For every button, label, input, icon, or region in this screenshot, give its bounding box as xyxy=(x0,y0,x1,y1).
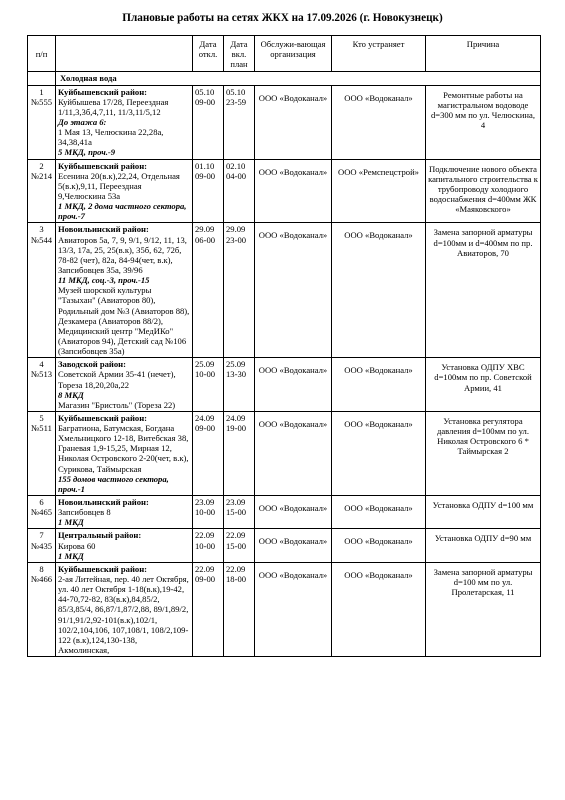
floor-address: 1 Мая 13, Челюскина 22,28а, 34,38,41а xyxy=(58,127,164,148)
time-on: 13-30 xyxy=(226,369,247,380)
row-id: №465 xyxy=(30,507,53,518)
org-cell: ООО «Водоканал» xyxy=(255,529,332,562)
date-on-cell xyxy=(224,562,255,656)
date-off: 01.10 xyxy=(195,160,215,171)
row-number: 2 xyxy=(39,160,44,171)
date-off-cell xyxy=(193,159,224,223)
houses-summary: 1 МКД xyxy=(58,550,84,561)
address-list: Запсибовцев 8 xyxy=(58,507,111,518)
row-number: 6 xyxy=(39,497,44,508)
date-off: 22.09 xyxy=(195,563,215,574)
time-off: 10-00 xyxy=(195,540,216,551)
reason-cell: Установка ОДПУ ХВС d=100мм по пр. Советской Армии, 41 xyxy=(426,358,541,412)
date-on: 23.09 xyxy=(226,497,246,508)
address-cell xyxy=(56,562,193,656)
district-name: Заводской район: xyxy=(58,359,126,370)
fixer-cell: ООО «Водоканал» xyxy=(332,223,426,358)
time-off: 09-00 xyxy=(195,170,216,181)
table-row xyxy=(28,85,541,159)
address-list: 2-ая Литейная, пер. 40 лет Октября, ул. 40 лет Октября 1-18(в.к),19-42, 44-70,72-82, 83(в.к),84,85/2, 85/3,85/4, 86,87/1,87/2,88, 89/1,89/2, 91/1,91/2,92-101(в.к),102/1, 102/2,104,106, 107,108/1, 108/2,109-122 (в.к),124,130-138, Акмолинская, xyxy=(58,574,189,656)
date-on-cell xyxy=(224,85,255,159)
houses-summary: 1 МКД xyxy=(58,517,84,528)
row-number-cell xyxy=(28,223,56,358)
fixer-cell: ООО «Водоканал» xyxy=(332,358,426,412)
district-name: Куйбышевский район: xyxy=(58,86,148,97)
reason-cell: Ремонтные работы на магистральном водоводе d=300 мм по ул. Челюскина, 4 xyxy=(426,85,541,159)
social-objects: Магазин "Бристоль" (Тореза 22) xyxy=(58,399,176,410)
address-cell xyxy=(56,411,193,495)
fixer-cell: ООО «Водоканал» xyxy=(332,529,426,562)
social-objects: Музей шорской культуры "Тазыхан" (Авиаторов 80), Родильный дом №3 (Авиаторов 88), Дезкамера (Авиаторов 88/2), Медицинский центр "МедИКо" (Авиаторов 94), Детский сад №106 (Запсибовцев 35а) xyxy=(58,285,190,357)
org-cell: ООО «Водоканал» xyxy=(255,562,332,656)
table-header-row xyxy=(28,36,541,72)
row-number-cell xyxy=(28,496,56,529)
row-number: 8 xyxy=(39,563,44,574)
reason-cell: Подключение нового объекта капитального строительства к трубопроводу холодного водоснабжения d=400мм ЖК «Маяковского» xyxy=(426,159,541,223)
date-on: 02.10 xyxy=(226,160,246,171)
row-id: №435 xyxy=(30,540,53,551)
date-on-cell xyxy=(224,223,255,358)
time-off: 10-00 xyxy=(195,369,216,380)
time-off: 09-00 xyxy=(195,574,216,585)
row-number: 7 xyxy=(39,530,44,541)
floor-note: До этажа 6: xyxy=(58,116,107,127)
works-table xyxy=(27,35,541,657)
section-num-cell xyxy=(28,72,56,85)
table-row xyxy=(28,159,541,223)
org-cell: ООО «Водоканал» xyxy=(255,496,332,529)
fixer-cell: ООО «Водоканал» xyxy=(332,562,426,656)
row-id: №555 xyxy=(30,96,53,107)
district-name: Куйбышевский район: xyxy=(58,160,148,171)
row-number-cell xyxy=(28,159,56,223)
address-cell xyxy=(56,223,193,358)
date-off: 22.09 xyxy=(195,530,215,541)
org-cell: ООО «Водоканал» xyxy=(255,358,332,412)
section-title: Холодная вода xyxy=(56,72,541,85)
address-cell xyxy=(56,358,193,412)
reason-cell: Замена запорной арматуры d=100мм и d=400мм по пр. Авиаторов, 70 xyxy=(426,223,541,358)
org-cell: ООО «Водоканал» xyxy=(255,159,332,223)
district-name: Новоильинский район: xyxy=(58,497,149,508)
header-reason: Причина xyxy=(426,36,541,72)
row-number-cell xyxy=(28,529,56,562)
date-off-cell xyxy=(193,562,224,656)
date-on: 25.09 xyxy=(226,359,246,370)
table-row xyxy=(28,411,541,495)
date-on: 24.09 xyxy=(226,412,246,423)
page-title: Плановые работы на сетях ЖКХ на 17.09.2026 (г. Новокузнецк) xyxy=(122,12,443,24)
table-row xyxy=(28,529,541,562)
date-on: 05.10 xyxy=(226,86,246,97)
date-on: 29.09 xyxy=(226,224,246,235)
header-address xyxy=(56,36,193,72)
header-org: Обслужи-вающая организация xyxy=(255,36,332,72)
reason-cell: Замена запорной арматуры d=100 мм по ул. Пролетарская, 11 xyxy=(426,562,541,656)
houses-summary: 5 МКД, проч.-9 xyxy=(58,147,116,158)
time-on: 15-00 xyxy=(226,540,247,551)
row-number: 4 xyxy=(39,359,44,370)
date-off: 05.10 xyxy=(195,86,215,97)
row-id: №544 xyxy=(30,234,53,245)
row-number: 5 xyxy=(39,412,44,423)
date-off-cell xyxy=(193,411,224,495)
date-off-cell xyxy=(193,496,224,529)
houses-summary: 8 МКД xyxy=(58,389,84,400)
fixer-cell: ООО «Водоканал» xyxy=(332,411,426,495)
reason-cell: Установка ОДПУ d=100 мм xyxy=(426,496,541,529)
fixer-cell: ООО «Водоканал» xyxy=(332,85,426,159)
time-on: 18-00 xyxy=(226,574,247,585)
time-off: 10-00 xyxy=(195,507,216,518)
address-cell xyxy=(56,159,193,223)
time-on: 15-00 xyxy=(226,507,247,518)
houses-summary: 155 домов частного сектора, проч.-1 xyxy=(58,473,169,494)
header-date-off: Дата откл. xyxy=(193,36,224,72)
row-id: №466 xyxy=(30,574,53,585)
date-off: 29.09 xyxy=(195,224,215,235)
address-list: Куйбышева 17/28, Переездная 1/11,3,3б,4,7,11, 11/3,11/5,12 xyxy=(58,96,169,117)
time-on: 19-00 xyxy=(226,423,247,434)
row-number: 3 xyxy=(39,224,44,235)
header-date-on: Дата вкл. план xyxy=(224,36,255,72)
fixer-cell: ООО «Водоканал» xyxy=(332,496,426,529)
table-row xyxy=(28,496,541,529)
date-on: 22.09 xyxy=(226,530,246,541)
date-on: 22.09 xyxy=(226,563,246,574)
date-off: 23.09 xyxy=(195,497,215,508)
section-row xyxy=(28,72,541,85)
date-off: 24.09 xyxy=(195,412,215,423)
district-name: Куйбышевский район: xyxy=(58,563,148,574)
row-id: №513 xyxy=(30,369,53,380)
reason-cell: Установка регулятора давления d=100мм по ул. Николая Островского 6 * Таймырская 2 xyxy=(426,411,541,495)
date-on-cell xyxy=(224,159,255,223)
district-name: Куйбышевский район: xyxy=(58,412,148,423)
header-fixer: Кто устраняет xyxy=(332,36,426,72)
time-off: 06-00 xyxy=(195,234,216,245)
org-cell: ООО «Водоканал» xyxy=(255,223,332,358)
time-on: 04-00 xyxy=(226,170,247,181)
address-list: Кирова 60 xyxy=(58,540,96,551)
org-cell: ООО «Водоканал» xyxy=(255,85,332,159)
row-id: №214 xyxy=(30,170,53,181)
date-off: 25.09 xyxy=(195,359,215,370)
time-on: 23-00 xyxy=(226,234,247,245)
date-on-cell xyxy=(224,358,255,412)
reason-cell: Установка ОДПУ d=90 мм xyxy=(426,529,541,562)
date-on-cell xyxy=(224,529,255,562)
address-cell xyxy=(56,85,193,159)
address-list: Есенина 20(в.к),22,24, Отдельная 5(в.к),9,11, Переездная 9,Челюскина 53а xyxy=(58,170,180,201)
row-number: 1 xyxy=(39,86,44,97)
time-off: 09-00 xyxy=(195,423,216,434)
header-num: п/п xyxy=(28,36,56,72)
table-row xyxy=(28,223,541,358)
houses-summary: 1 МКД, 2 дома частного сектора, проч.-7 xyxy=(58,201,187,222)
table-row xyxy=(28,358,541,412)
org-cell: ООО «Водоканал» xyxy=(255,411,332,495)
date-off-cell xyxy=(193,358,224,412)
table-row xyxy=(28,562,541,656)
address-cell xyxy=(56,496,193,529)
date-on-cell xyxy=(224,496,255,529)
row-number-cell xyxy=(28,358,56,412)
houses-summary: 11 МКД, соц.-3, проч.-15 xyxy=(58,275,150,286)
time-on: 23-59 xyxy=(226,96,247,107)
row-number-cell xyxy=(28,85,56,159)
date-on-cell xyxy=(224,411,255,495)
date-off-cell xyxy=(193,223,224,358)
address-list: Багратиона, Батумская, Богдана Хмельницкого 12-18, Витебская 38, Граневая 1,9-15,25, Мирная 12, Николая Островского 2-20(чет, в.к), Сурикова, Таймырская xyxy=(58,423,189,474)
district-name: Новоильинский район: xyxy=(58,224,149,235)
address-cell xyxy=(56,529,193,562)
fixer-cell: ООО «Ремспецстрой» xyxy=(332,159,426,223)
address-list: Советской Армии 35-41 (нечет), Тореза 18,20,20а,22 xyxy=(58,369,176,390)
district-name: Центральный район: xyxy=(58,530,142,541)
address-list: Авиаторов 5а, 7, 9, 9/1, 9/12, 11, 13, 13/3, 17а, 25, 25(в.к), 35б, 62, 72б, 78-82 (чет), 82а, 84-94(чет, в.к), Запсибовцев 35а, 39/96 xyxy=(58,234,187,275)
row-number-cell xyxy=(28,411,56,495)
date-off-cell xyxy=(193,529,224,562)
row-id: №511 xyxy=(31,423,52,434)
time-off: 09-00 xyxy=(195,96,216,107)
row-number-cell xyxy=(28,562,56,656)
date-off-cell xyxy=(193,85,224,159)
